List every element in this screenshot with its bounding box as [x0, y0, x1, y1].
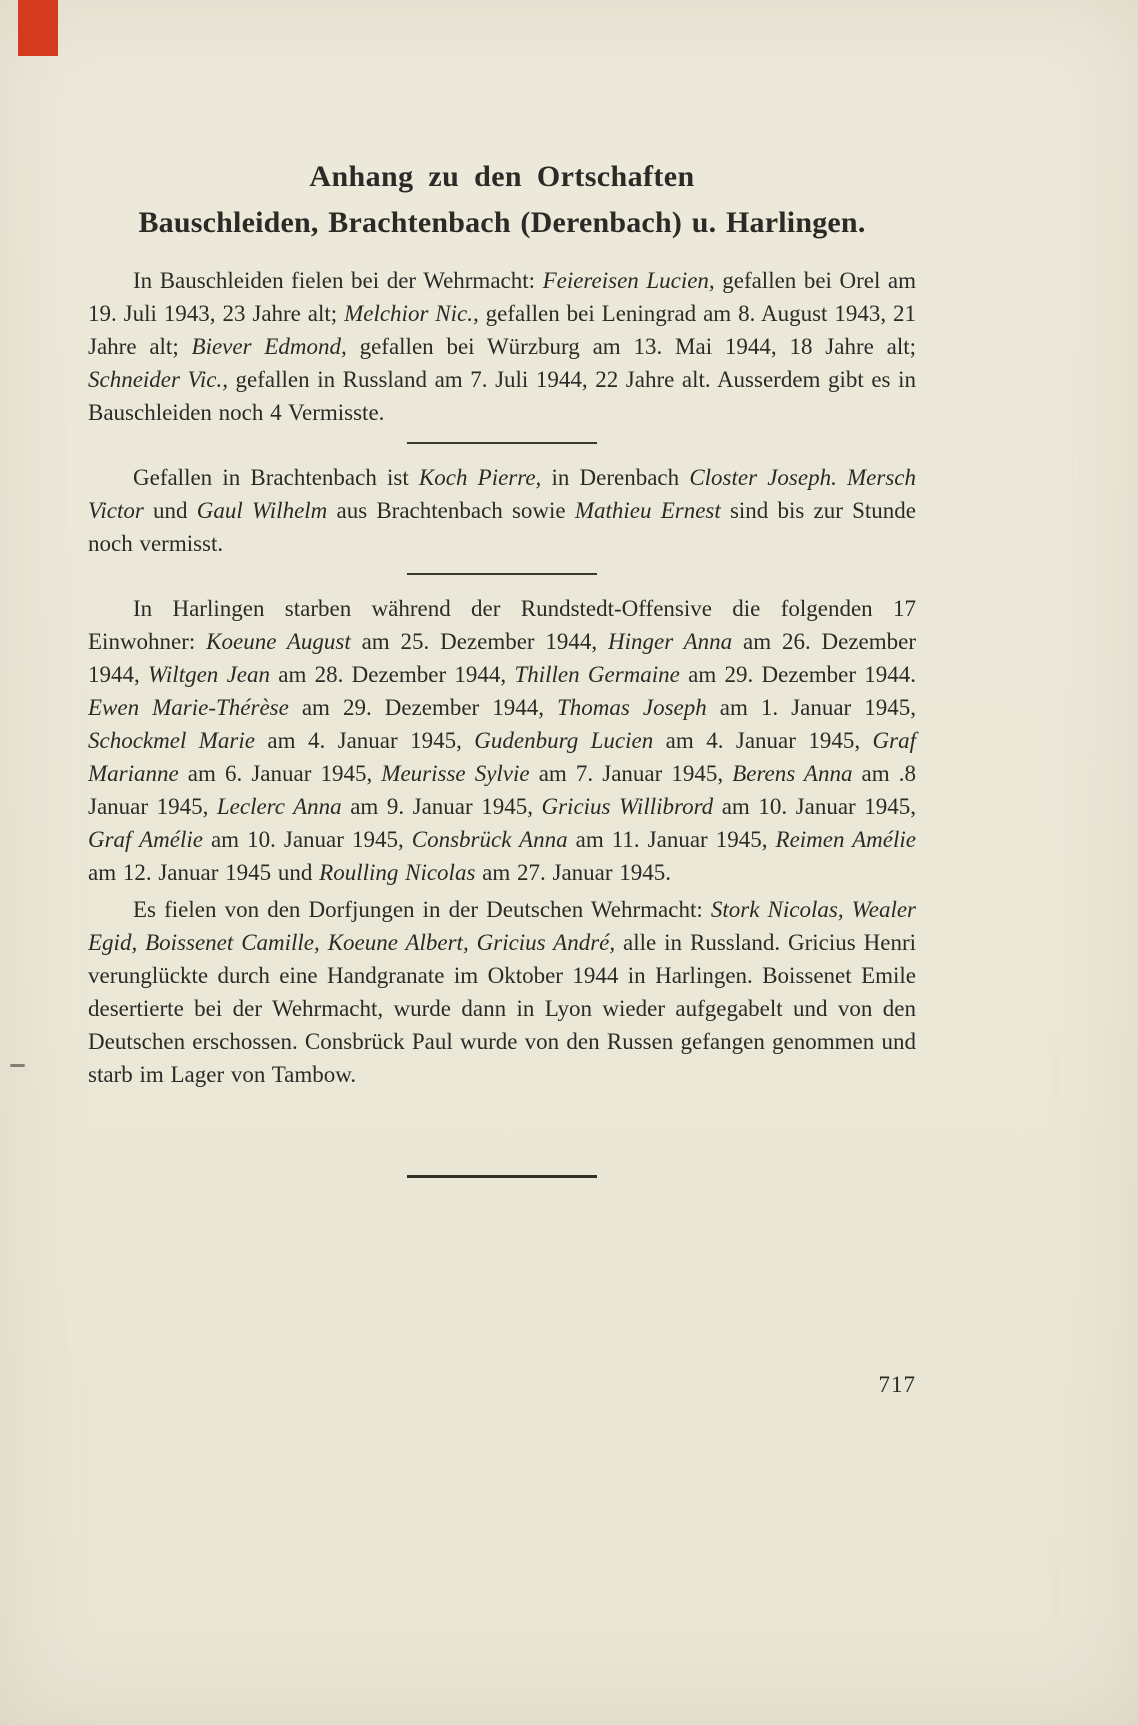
section-divider-3	[407, 1175, 597, 1178]
scan-artifact-speck	[10, 1064, 25, 1067]
section-divider-2	[407, 573, 597, 575]
page-number: 717	[878, 1372, 916, 1397]
paragraph-bauschleiden-fallen: In Bauschleiden fielen bei der Wehrmacht: Feiereisen Lucien, gefallen bei Orel am 19. Juli 1943, 23 Jahre alt; Melchior Nic., gefallen bei Leningrad am 8. August 1943, 21 Jahre alt; Biever Edmond, gefallen bei Würzburg am 13. Mai 1944, 18 Jahre alt; Schneider Vic., gefallen in Russland am 7. Juli 1944, 22 Jahre alt. Ausserdem gibt es in Bauschleiden noch 4 Vermisste.	[88, 268, 917, 425]
text-block	[88, 160, 916, 1195]
paragraph-dorfjungen-wehrmacht: Es fielen von den Dorfjungen in der Deutschen Wehrmacht: Stork Nicolas, Wealer Egid, Boissenet Camille, Koeune Albert, Gricius André, alle in Russland. Gricius Henri verunglückte durch eine Handgranate im Oktober 1944 in Harlingen. Boissenet Emile desertierte bei der Wehrmacht, wurde dann in Lyon wieder aufgegabelt und von den Deutschen erschossen. Consbrück Paul wurde von den Russen gefangen genommen und starb im Lager von Tambow.	[88, 897, 916, 1087]
section-divider-1	[407, 442, 597, 444]
paragraph-harlingen-rundstedt: In Harlingen starben während der Rundstedt-Offensive die folgenden 17 Einwohner: Koeune August am 25. Dezember 1944, Hinger Anna am 26. Dezember 1944, Wiltgen Jean am 28. Dezember 1944, Thillen Germaine am 29. Dezember 1944. Ewen Marie-Thérèse am 29. Dezember 1944, Thomas Joseph am 1. Januar 1945, Schockmel Marie am 4. Januar 1945, Gudenburg Lucien am 4. Januar 1945, Graf Marianne am 6. Januar 1945, Meurisse Sylvie am 7. Januar 1945, Berens Anna am .8 Januar 1945, Leclerc Anna am 9. Januar 1945, Gricius Willibrord am 10. Januar 1945, Graf Amélie am 10. Januar 1945, Consbrück Anna am 11. Januar 1945, Reimen Amélie am 12. Januar 1945 und Roulling Nicolas am 27. Januar 1945.	[88, 596, 917, 885]
page-subtitle: Bauschleiden, Brachtenbach (Derenbach) u. Harlingen.	[138, 206, 866, 239]
page-title: Anhang zu den Ortschaften	[309, 160, 695, 193]
scan-artifact-red-strip	[18, 0, 58, 56]
paragraph-brachtenbach-derenbach: Gefallen in Brachtenbach ist Koch Pierre, in Derenbach Closter Joseph. Mersch Victor und Gaul Wilhelm aus Brachtenbach sowie Mathieu Ernest sind bis zur Stunde noch vermisst.	[88, 465, 916, 556]
